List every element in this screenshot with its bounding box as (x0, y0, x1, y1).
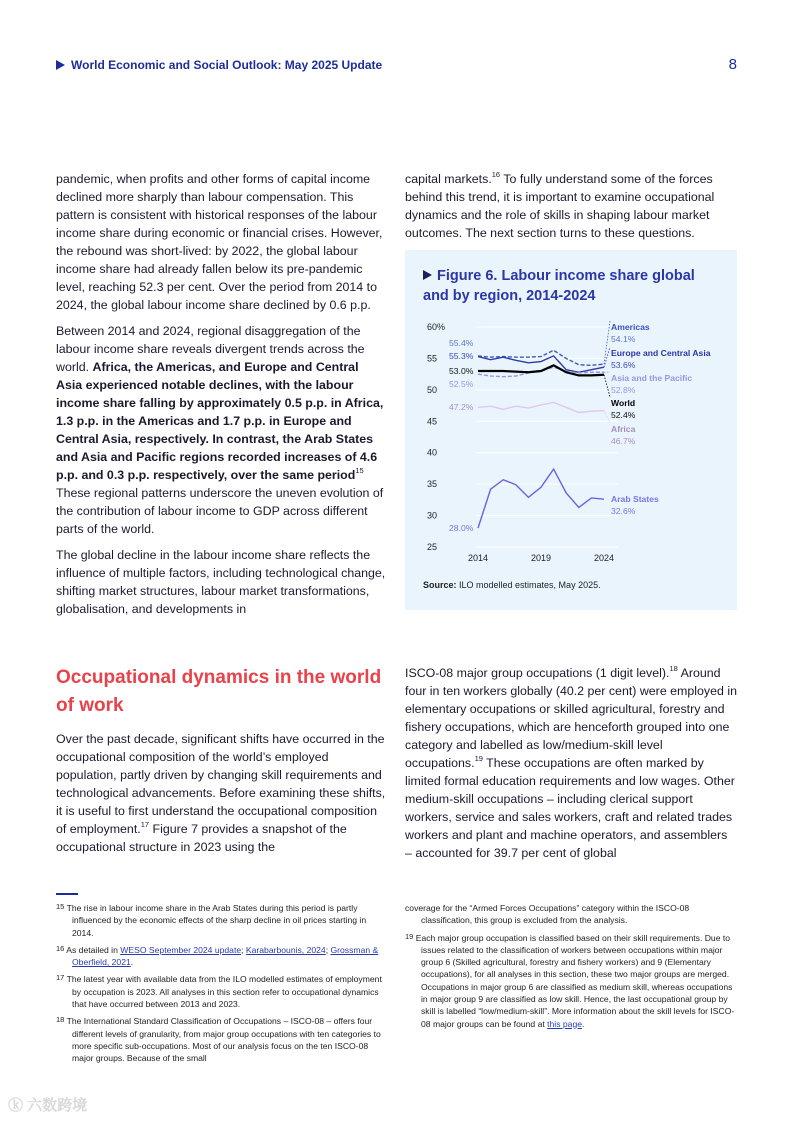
footnote-ref: 16 (491, 170, 501, 179)
end-value-label: 46.7% (611, 436, 636, 446)
text-run: Africa, the Americas, and Europe and Central Asia experienced notable declines, with the labour income share falling by approximately 0.5 p.p. in Africa, 1.3 p.p. in the Americas and 1.7 p.p. in Europe and Central Asia, respectively. In contrast, the Arab States and Asia and Pacific regions recorded increases of 4.6 p.p. and 0.3 p.p. respectively, over the same period (56, 360, 384, 482)
series-name-label: Africa (611, 424, 636, 434)
figure-source: Source: ILO modelled estimates, May 2025. (423, 580, 601, 590)
footnote-number: 17 (56, 973, 65, 983)
y-tick-label: 25 (427, 542, 438, 552)
y-tick-label: 60% (427, 322, 446, 332)
line-chart (405, 250, 737, 570)
y-tick-label: 35 (427, 479, 438, 490)
end-value-label: 52.4% (611, 410, 636, 420)
footnote-number: 19 (405, 931, 414, 941)
text-run: These regional patterns underscore the uneven evolution of the contribution of labour income to GDP across different parts of the world. (56, 486, 384, 536)
watermark: ⓚ 六数跨境 (8, 1097, 88, 1114)
report-title: World Economic and Social Outlook: May 2025 Update (71, 58, 383, 72)
text-run: The rise in labour income share in the Arab States during this period is partly influenced by the economic effects of the sharp decline in oil prices starting in 2014. (66, 903, 367, 938)
text-run: . (130, 957, 134, 968)
footnote-number: 18 (56, 1015, 65, 1025)
text-run: To fully understand some of the forces behind this trend, it is important to examine occupational dynamics and the role of skills in shaping labour market outcomes. The next section turns to these questions. (405, 172, 715, 240)
text-run: The International Standard Classification of Occupations – ISCO-08 – offers four different levels of granularity, from major group occupations with ten categories to more specific sub-occupations. Most of our analysis focus on the ten ISCO-08 major groups. Because of the small (66, 1016, 381, 1064)
end-value-label: 32.6% (611, 506, 636, 516)
left-column-top (56, 170, 386, 626)
figure-title: Figure 6. Labour income share global and by region, 2014-2024 (423, 268, 695, 304)
left-column-bottom (56, 664, 386, 864)
start-value-label: 52.5% (449, 379, 474, 389)
text-run: These occupations are often marked by limited formal education requirements and low wages. Other medium-skill occupations – including clerical support workers, service and sales workers, craft and related trades workers and plant and machine operators, and assemblers – accounted for 39.7 per cent of global (405, 756, 735, 860)
end-value-label: 53.6% (611, 360, 636, 370)
footnotes-left (56, 902, 386, 1070)
text-run: As detailed in (66, 944, 121, 955)
paragraph (56, 170, 386, 314)
text-run: . (582, 1018, 585, 1029)
start-value-label: 55.3% (449, 351, 474, 361)
x-tick-label: 2019 (530, 553, 552, 563)
end-value-label: 54.1% (611, 334, 636, 344)
footnote (56, 902, 386, 939)
start-value-label: 55.4% (449, 338, 474, 348)
paragraph (405, 664, 737, 862)
text-run: ; (325, 944, 331, 955)
y-tick-label: 40 (427, 447, 438, 458)
text-run: The latest year with available data from the ILO modelled estimates of employment by occupation is 2023. All analyses in this section refer to occupational dynamics that have occurred between 2013 and 2023. (66, 974, 382, 1010)
series-name-label: Arab States (611, 494, 659, 504)
text-run: Each major group occupation is classified based on their skill requirements. Due to issues related to the classification of workers between occupations within major group 6 (Skilled agricultural, forestry and fishery workers) and 9 (Elementary occupations), for all analyses in this section, these two major groups are merged. Occupations in major group 6 are classified as medium skill, whereas occupations in major group 9 are classified as low skill. Hence, the last occupational group by skill is labelled “low/medium-skill”. More information about the skill levels for ISCO-08 major groups can be found at (415, 932, 735, 1029)
text-run: The global decline in the labour income share reflects the influence of multiple factors, including technological change, shifting market structures, labour market transformations, globalisation, and developments in (56, 548, 386, 616)
text-run: Figure 7 provides a snapshot of the occupational structure in 2023 using the (56, 822, 347, 854)
text-run: ISCO-08 major group occupations (1 digit level). (405, 666, 670, 680)
right-column-bottom (405, 664, 737, 870)
footnote-ref: 18 (669, 664, 678, 673)
end-value-label: 52.8% (611, 385, 636, 395)
footnote-ref: 15 (355, 466, 364, 475)
x-tick-label: 2024 (593, 553, 615, 563)
y-tick-label: 30 (427, 510, 438, 521)
reference-link[interactable]: WESO September 2024 update (120, 944, 242, 955)
text-run: pandemic, when profits and other forms of capital income declined more sharply than labour compensation. This pattern is consistent with historical responses of the labour income share during economic or financial crises. However, the rebound was short-lived: by 2022, the global labour income share had already fallen below its pre-pandemic level, reaching 52.3 per cent. Over the period from 2014 to 2024, the global labour income share declined by 0.6 p.p. (56, 172, 383, 312)
y-tick-label: 50 (427, 384, 438, 395)
paragraph (56, 730, 386, 856)
series-name-label: Americas (611, 322, 650, 332)
series-name-label: Asia and the Pacific (611, 373, 693, 383)
start-value-label: 53.0% (449, 366, 474, 376)
leader-line (604, 375, 610, 397)
text-run: capital markets. (405, 172, 492, 186)
reference-link[interactable]: Karabarbounis, 2024 (245, 944, 326, 955)
y-tick-label: 55 (427, 353, 438, 364)
footnote-number: 16 (56, 943, 65, 953)
text-run: Between 2014 and 2024, regional disaggregation of the labour income share reveals divergent trends across the world. (56, 324, 365, 374)
paragraph (56, 546, 386, 618)
footnote-ref: 19 (474, 754, 483, 763)
paragraph (405, 170, 737, 242)
footnote (56, 1015, 386, 1064)
footnote-ref: 17 (140, 820, 150, 829)
footnote-number: 15 (56, 902, 65, 911)
reference-link[interactable]: Grossman & Oberfield, 2021 (72, 944, 379, 968)
figure-6-panel (405, 250, 737, 610)
text-run: ; (241, 944, 246, 955)
section-heading: Occupational dynamics in the world of work (56, 667, 382, 716)
series-name-label: World (611, 398, 636, 408)
start-value-label: 47.2% (449, 402, 474, 412)
footnotes-right (405, 902, 737, 1035)
series-name-label: Europe and Central Asia (611, 348, 711, 358)
start-value-label: 28.0% (449, 523, 474, 533)
paragraph (56, 322, 386, 538)
text-run: Over the past decade, significant shifts have occurred in the occupational composition of the world’s employed population, partly driven by changing skill requirements and technological advancements. Before examining these shifts, it is useful to first understand the occupational composition of employment. (56, 732, 386, 836)
series-line-africa (478, 402, 604, 412)
reference-link[interactable]: this page (547, 1018, 583, 1029)
text-run: Around four in ten workers globally (40.2 per cent) were employed in elementary occupations or skilled agricultural, forestry and fishery occupations, which are henceforth grouped into one category and labelled as low/medium-skill level occupations. (405, 666, 737, 770)
triangle-bullet-icon (56, 60, 65, 70)
footnote (56, 944, 386, 969)
footnote (405, 932, 737, 1030)
footnote (56, 973, 386, 1010)
running-header (56, 58, 382, 72)
right-column-top (405, 170, 737, 250)
y-tick-label: 45 (427, 416, 438, 427)
page-number: 8 (728, 56, 737, 73)
series-line-arab-states (478, 469, 604, 528)
footnote-rule (56, 893, 78, 895)
text-run: coverage for the “Armed Forces Occupations” category within the ISCO-08 classification, this group is excluded from the analysis. (405, 903, 690, 926)
x-tick-label: 2014 (467, 553, 489, 563)
footnote (405, 902, 737, 927)
